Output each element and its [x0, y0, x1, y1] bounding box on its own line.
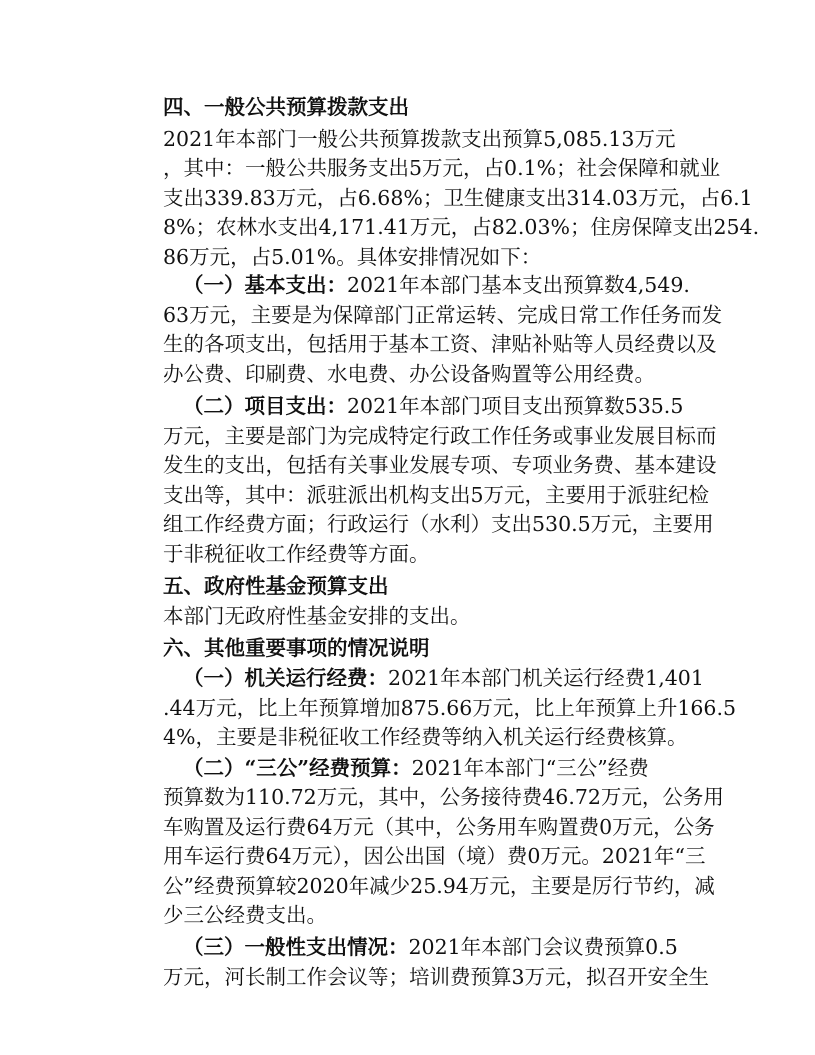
project-expenditure-label: （二）项目支出：: [183, 394, 347, 418]
general-expenditure-line-2: 万元，河长制工作会议等；培训费预算3万元，拟召开安全生: [163, 965, 710, 989]
project-expenditure-line-1: [183, 391, 683, 421]
sangong-line-1: [183, 753, 649, 783]
section5-text: 本部门无政府性基金安排的支出。: [163, 604, 471, 628]
basic-expenditure-line-2: 63万元，主要是为保障部门正常运转、完成日常工作任务而发: [163, 303, 723, 327]
sangong-line-2: 预算数为110.72万元，其中，公务接待费46.72万元，公务用: [163, 785, 724, 809]
section5-heading: 五、政府性基金预算支出: [163, 574, 389, 598]
project-expenditure-line-6: 于非税征收工作经费等方面。: [163, 542, 430, 566]
general-expenditure-line-1: [183, 932, 678, 962]
general-expenditure-text: 2021年本部门会议费预算0.5: [408, 935, 678, 959]
basic-expenditure-label: （一）基本支出：: [183, 273, 347, 297]
agency-cost-line-1: [183, 663, 704, 693]
project-expenditure-text: 2021年本部门项目支出预算数535.5: [347, 394, 684, 418]
sangong-label: （二）“三公”经费预算：: [183, 756, 412, 780]
section4-para-line-5: 86万元，占5.01%。具体安排情况如下：: [163, 245, 542, 269]
project-expenditure-line-3: 发生的支出，包括有关事业发展专项、专项业务费、基本建设: [163, 453, 717, 477]
basic-expenditure-line-3: 生的各项支出，包括用于基本工资、津贴补贴等人员经费以及: [163, 332, 717, 356]
project-expenditure-line-4: 支出等，其中：派驻派出机构支出5万元，主要用于派驻纪检: [163, 483, 710, 507]
sangong-text: 2021年本部门“三公”经费: [411, 756, 649, 780]
section4-heading: 四、一般公共预算拨款支出: [163, 95, 409, 119]
project-expenditure-line-5: 组工作经费方面；行政运行（水利）支出530.5万元，主要用: [163, 512, 714, 536]
project-expenditure-line-2: 万元，主要是部门为完成特定行政工作任务或事业发展目标而: [163, 424, 717, 448]
agency-cost-label: （一）机关运行经费：: [183, 666, 388, 690]
agency-cost-text: 2021年本部门机关运行经费1,401: [388, 666, 704, 690]
section4-para-line-2: ，其中：一般公共服务支出5万元，占0.1%；社会保障和就业: [163, 156, 721, 180]
general-expenditure-label: （三）一般性支出情况：: [183, 935, 409, 959]
sangong-line-3: 车购置及运行费64万元（其中，公务用车购置费0万元，公务: [163, 815, 715, 839]
basic-expenditure-text: 2021年本部门基本支出预算数4,549.: [347, 273, 690, 297]
section4-para-line-1: 2021年本部门一般公共预算拨款支出预算5,085.13万元: [163, 127, 676, 151]
sangong-line-4: 用车运行费64万元），因公出国（境）费0万元。2021年“三: [163, 844, 706, 868]
agency-cost-line-3: 4%，主要是非税征收工作经费等纳入机关运行经费核算。: [163, 725, 688, 749]
agency-cost-line-2: .44万元，比上年预算增加875.66万元，比上年预算上升166.5: [163, 696, 737, 720]
sangong-line-5: 公”经费预算较2020年减少25.94万元，主要是厉行节约，减: [163, 874, 715, 898]
section4-para-line-3: 支出339.83万元，占6.68%；卫生健康支出314.03万元，占6.1: [163, 186, 753, 210]
basic-expenditure-line-4: 办公费、印刷费、水电费、办公设备购置等公用经费。: [163, 362, 655, 386]
sangong-line-6: 少三公经费支出。: [163, 903, 327, 927]
section6-heading: 六、其他重要事项的情况说明: [163, 636, 430, 660]
basic-expenditure-line-1: [183, 270, 690, 300]
section4-para-line-4: 8%；农林水支出4,171.41万元，占82.03%；住房保障支出254.: [163, 215, 760, 239]
